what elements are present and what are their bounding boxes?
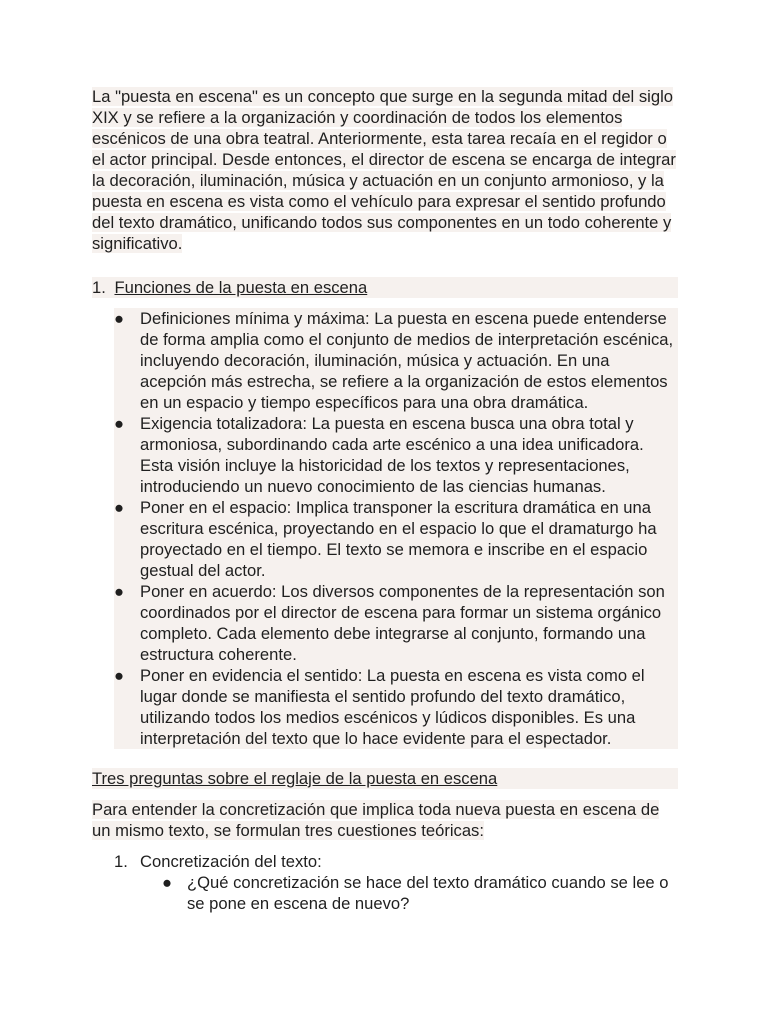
list-item (114, 308, 678, 413)
list-item-text: Poner en evidencia el sentido: La puesta en escena es vista como el lugar donde se manifiesta el sentido profundo del texto dramático, utilizando todos los medios escénicos y lúdicos disponibles. Es una interpretación del texto que lo hace evidente para el espectador. (140, 666, 645, 748)
list-item (114, 851, 678, 914)
bullet-icon: ● (114, 582, 125, 601)
section-2-numbered-list (114, 851, 678, 914)
intro-text: La "puesta en escena" es un concepto que surge en la segunda mitad del siglo XIX y se refiere a la organización y coordinación de todos los elementos escénicos de una obra teatral. Anteriormente, esta tarea recaía en el regidor o el actor principal. Desde entonces, el director de escena se encarga de integrar la decoración, iluminación, música y actuación en un conjunto armonioso, y la puesta en escena es vista como el vehículo para expresar el sentido profundo del texto dramático, unificando todos sus componentes en un todo coherente y significativo. (92, 87, 676, 253)
bullet-icon: ● (114, 414, 125, 433)
intro-paragraph (92, 86, 678, 254)
list-item (114, 413, 678, 497)
section-1-title: Funciones de la puesta en escena (114, 278, 368, 297)
bullet-icon: ● (114, 309, 125, 328)
list-item-label: Concretización del texto: (140, 852, 322, 871)
bullet-icon: ● (114, 666, 125, 685)
list-item-text: Poner en acuerdo: Los diversos componentes de la representación son coordinados por el director de escena para formar un sistema orgánico completo. Cada elemento debe integrarse al conjunto, formando una estructura coherente. (140, 582, 665, 664)
section-2-paragraph (92, 799, 678, 841)
sub-bullet-list (162, 872, 678, 914)
sub-list-item (162, 872, 678, 914)
section-2-body-text: Para entender la concretización que implica toda nueva puesta en escena de un mismo texto, se formulan tres cuestiones teóricas: (92, 800, 660, 840)
section-2-heading (92, 768, 678, 789)
section-1-number: 1. (92, 278, 106, 297)
sub-list-item-text: ¿Qué concretización se hace del texto dramático cuando se lee o se pone en escena de nuevo? (187, 873, 669, 913)
list-item (114, 665, 678, 749)
section-1-heading (92, 277, 678, 298)
list-item-text: Poner en el espacio: Implica transponer la escritura dramática en una escritura escénica, proyectando en el espacio lo que el dramaturgo ha proyectado en el tiempo. El texto se memora e inscribe en el espacio gestual del actor. (140, 498, 657, 580)
list-item-number: 1. (114, 852, 128, 871)
document-page (92, 86, 678, 914)
list-item (114, 497, 678, 581)
bullet-icon: ● (114, 498, 125, 517)
section-1-bullet-list (114, 308, 678, 749)
list-item (114, 581, 678, 665)
bullet-icon: ● (162, 873, 173, 892)
list-item-text: Exigencia totalizadora: La puesta en escena busca una obra total y armoniosa, subordinando cada arte escénico a una idea unificadora. Esta visión incluye la historicidad de los textos y representaciones, introduciendo un nuevo conocimiento de las ciencias humanas. (140, 414, 644, 496)
section-2-title: Tres preguntas sobre el reglaje de la puesta en escena (92, 769, 498, 788)
spacer (92, 749, 678, 768)
list-item-text: Definiciones mínima y máxima: La puesta en escena puede entenderse de forma amplia como el conjunto de medios de interpretación escénica, incluyendo decoración, iluminación, música y actuación. En una acepción más estrecha, se refiere a la organización de estos elementos en un espacio y tiempo específicos para una obra dramática. (140, 309, 674, 412)
